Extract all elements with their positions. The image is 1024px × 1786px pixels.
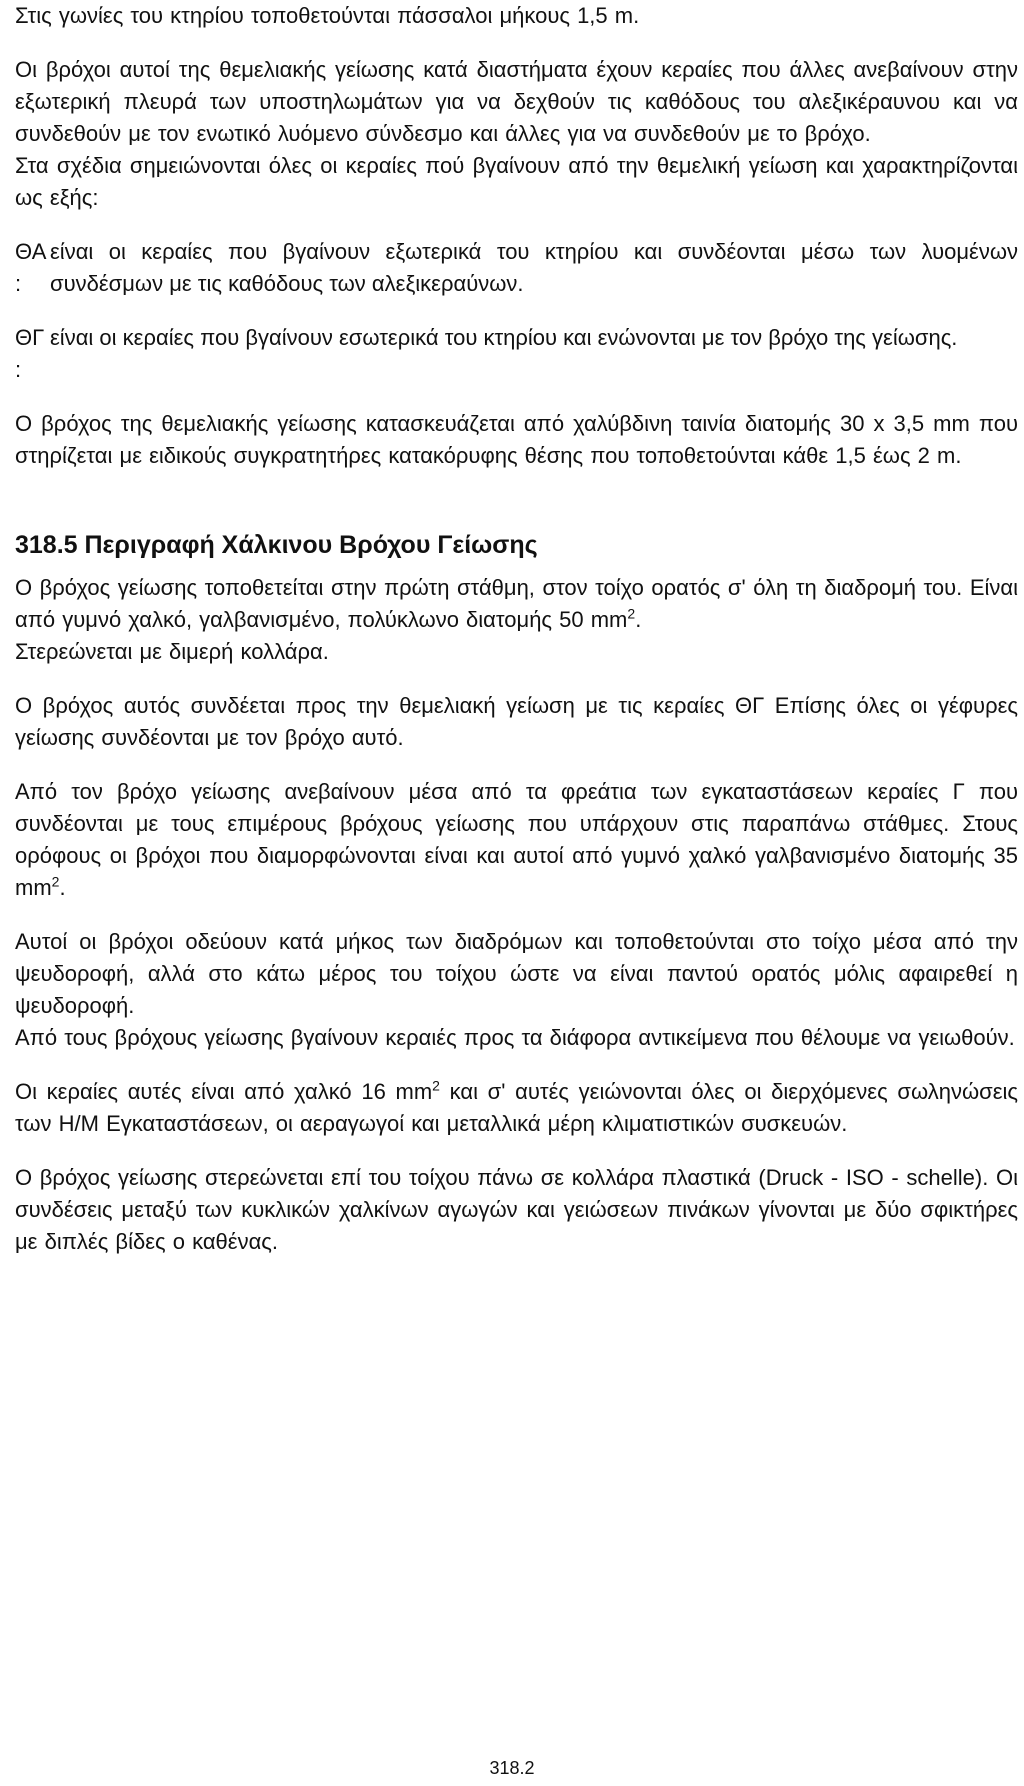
paragraph-corridors: Αυτοί οι βρόχοι οδεύουν κατά μήκος των διαδρόμων και τοποθετούνται στο τοίχο μέσα από την ψευδοροφή, αλλά στο κάτω μέρος του τοίχου ώστε να είναι παντού ορατός μόλις αφαιρεθεί η ψευδοροφή. (15, 929, 1018, 1018)
paragraph-branches: Από τους βρόχους γείωσης βγαίνουν κεραιές προς τα διάφορα αντικείμενα που θέλουμε να γειωθούν. (15, 1025, 1015, 1050)
definition-theta-g (15, 322, 1018, 386)
section-heading: 318.5 Περιγραφή Χάλκινου Βρόχου Γείωσης (15, 531, 538, 559)
page-number: 318.2 (489, 1758, 535, 1778)
superscript: 2 (51, 873, 60, 890)
paragraph-shafts (15, 776, 1018, 904)
paragraph-fastening: Στερεώνεται με διμερή κολλάρα. (15, 639, 329, 664)
document-page (15, 0, 1018, 1258)
text-run: και σ' αυτές γειώνονται όλες οι διερχόμενες σωληνώσεις των Η/Μ Εγκαταστάσεων, οι αεραγωγοί και μεταλλικά μέρη κλιματιστικών συσκευών. (15, 1079, 1018, 1136)
text-run: . (635, 607, 642, 632)
definition-term: ΘΑ : (15, 239, 46, 296)
paragraph-steel-tape: Ο βρόχος της θεμελιακής γείωσης κατασκευάζεται από χαλύβδινη ταινία διατομής 30 x 3,5 mm που στηρίζεται με ειδικούς συγκρατητήρες κατακόρυφης θέσης που τοποθετούνται κάθε 1,5 έως 2 m. (15, 411, 1018, 468)
paragraph-antenna-copper (15, 1076, 1018, 1140)
superscript: 2 (432, 1077, 440, 1094)
text-run: . (59, 875, 66, 900)
text-run: Από τον βρόχο γείωσης ανεβαίνουν μέσα από τα φρεάτια των εγκαταστάσεων κεραίες Γ που συνδέονται με τους επιμέρους βρόχους γείωσης που υπάρχουν στις παραπάνω στάθμες. Στους ορόφους οι βρόχοι που διαμορφώνονται είναι και αυτοί από γυμνό χαλκό γαλβανισμένο διατομής 35 mm (15, 779, 1018, 900)
paragraph-drawings-note: Στα σχέδια σημειώνονται όλες οι κεραίες πού βγαίνουν από την θεμελική γείωση και χαρακτηρίζονται ως εξής: (15, 153, 1018, 210)
paragraph-connection: Ο βρόχος αυτός συνδέεται προς την θεμελιακή γείωση με τις κεραίες ΘΓ Επίσης όλες οι γέφυρες γείωσης συνδέονται με τον βρόχο αυτό. (15, 693, 1018, 750)
text-run: Ο βρόχος γείωσης τοποθετείται στην πρώτη στάθμη, στον τοίχο ορατός σ' όλη τη διαδρομή του. Είναι από γυμνό χαλκό, γαλβανισμένο, πολύκλωνο διατομής 50 mm (15, 575, 1018, 632)
paragraph-corner-piles: Στις γωνίες του κτηρίου τοποθετούνται πάσσαλοι μήκους 1,5 m. (15, 3, 640, 28)
superscript: 2 (627, 605, 636, 622)
definition-theta-a (15, 236, 1018, 300)
paragraph-loop-antennas: Οι βρόχοι αυτοί της θεμελιακής γείωσης κατά διαστήματα έχουν κεραίες που άλλες ανεβαίνουν στην εξωτερική πλευρά των υποστηλωμάτων για να δεχθούν τις καθόδους του αλεξικέραυνου και να συνδεθούν με τον ενωτικό λυόμενο σύνδεσμο και άλλες για να συνδεθούν με το βρόχο. (15, 57, 1018, 146)
definition-description: είναι οι κεραίες που βγαίνουν εξωτερικά του κτηρίου και συνδέονται μέσω των λυομένων συνδέσμων με τις καθόδους των αλεξικεραύνων. (50, 239, 1018, 296)
definition-description: είναι οι κεραίες που βγαίνουν εσωτερικά του κτηρίου και ενώνονται με τον βρόχο της γείωσης. (50, 325, 958, 350)
text-run: Οι κεραίες αυτές είναι από χαλκό 16 mm (15, 1079, 433, 1104)
paragraph-copper-loop (15, 572, 1018, 636)
paragraph-clamps: Ο βρόχος γείωσης στερεώνεται επί του τοίχου πάνω σε κολλάρα πλαστικά (Druck - ISO - schelle). Οι συνδέσεις μεταξύ των κυκλικών χαλκίνων αγωγών και γειώσεων πινάκων γίνονται με δύο σφικτήρες με διπλές βίδες ο καθένας. (15, 1165, 1018, 1254)
definition-term: ΘΓ : (15, 325, 45, 382)
